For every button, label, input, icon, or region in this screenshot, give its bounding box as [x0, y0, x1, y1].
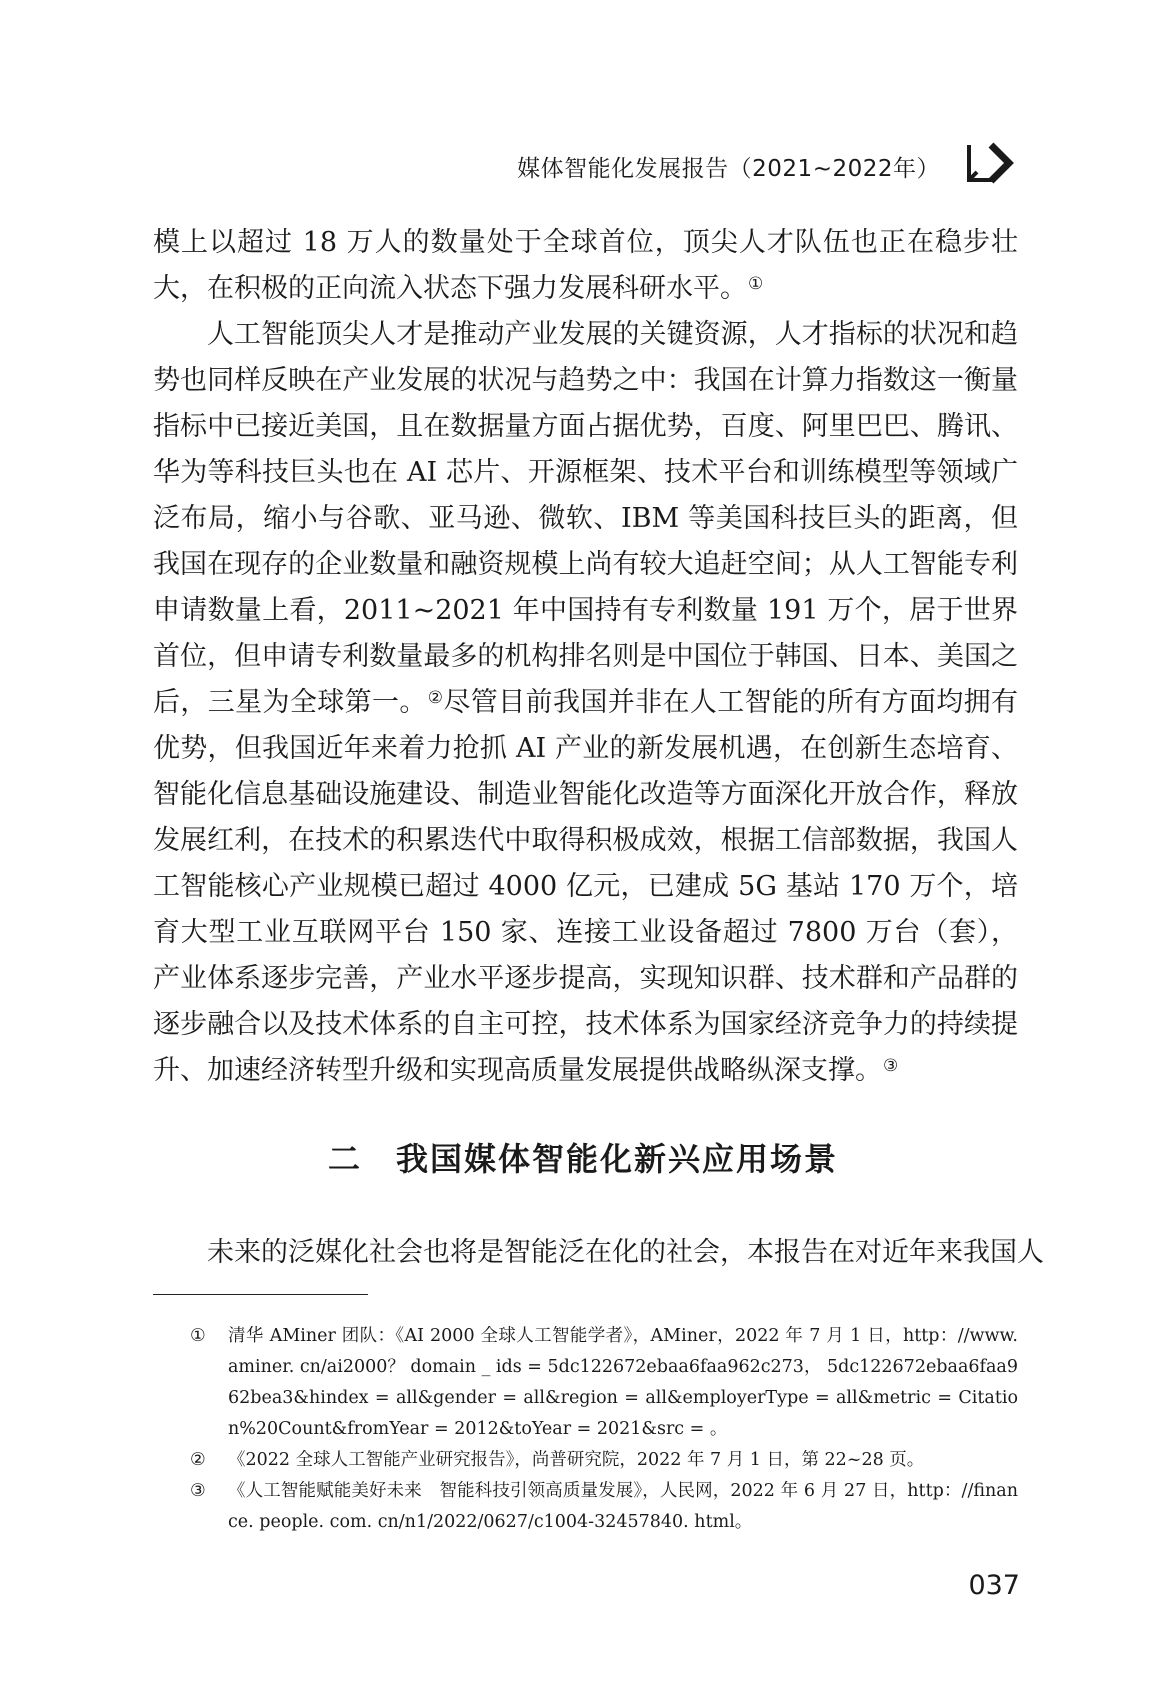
footnote [190, 1321, 1018, 1445]
intro-paragraph: 未来的泛媒化社会也将是智能泛在化的社会，本报告在对近年来我国人 [207, 1237, 1044, 1268]
paragraph-text: 尽管目前我国并非在人工智能的所有方面均拥有优势，但我国近年来着力抢抓 AI 产业的新发展机遇，在创新生态培育、智能化信息基础设施建设、制造业智能化改造等方面深化开放合作，释放发展红利，在技术的积累迭代中取得积极成效，根据工信部数据，我国人工智能核心产业规模已超过 4000 亿元，已建成 5G 基站 170 万个，培育大型工业互联网平台 150 家、连接工业设备超过 7800 万台（套），产业体系逐步完善，产业水平逐步提高，实现知识群、技术群和产品群的逐步融合以及技术体系的自主可控，技术体系为国家经济竞争力的持续提升、加速经济转型升级和实现高质量发展提供战略纵深支撑。 [153, 687, 1019, 1086]
footnote-divider [153, 1294, 368, 1295]
paragraph-text: 模上以超过 18 万人的数量处于全球首位，顶尖人才队伍也正在稳步壮大，在积极的正向流入状态下强力发展科研水平。 [153, 227, 1018, 304]
footnote-ref: ① [748, 274, 764, 294]
paragraph [153, 220, 1018, 312]
book-arrow-icon [965, 140, 1025, 186]
footnote-text: 《人工智能赋能美好未来 智能科技引领高质量发展》，人民网，2022 年 6 月 27 日，http：//finance. people. com. cn/n1/2022/0627/c1004-32457840. html。 [228, 1481, 1018, 1532]
footnote-mark: ③ [190, 1481, 206, 1501]
footnote [190, 1476, 1018, 1538]
running-header: 媒体智能化发展报告（2021~2022年） [517, 156, 940, 182]
footnotes [190, 1321, 1018, 1538]
body-text [153, 220, 1018, 1094]
footnote [190, 1445, 1018, 1476]
paragraph-text: 人工智能顶尖人才是推动产业发展的关键资源，人才指标的状况和趋势也同样反映在产业发展的状况与趋势之中：我国在计算力指数这一衡量指标中已接近美国，且在数据量方面占据优势，百度、阿里巴巴、腾讯、华为等科技巨头也在 AI 芯片、开源框架、技术平台和训练模型等领域广泛布局，缩小与谷歌、亚马逊、微软、IBM 等美国科技巨头的距离，但我国在现存的企业数量和融资规模上尚有较大追赶空间；从人工智能专利申请数量上看，2011~2021 年中国持有专利数量 191 万个，居于世界首位，但申请专利数量最多的机构排名则是中国位于韩国、日本、美国之后，三星为全球第一。 [153, 319, 1018, 718]
footnote-mark: ② [190, 1450, 206, 1470]
footnote-text: 清华 AMiner 团队：《AI 2000 全球人工智能学者》，AMiner，2022 年 7 月 1 日，http：//www. aminer. cn/ai2000？ domain _ ids = 5dc122672ebaa6faa962c273， 5dc122672ebaa6faa962bea3&hindex = all&gender = all&region = all&employerType = all&metric = Citation%20Count&fromYear = 2012&toYear = 2021&src = 。 [228, 1326, 1018, 1439]
footnote-ref: ③ [883, 1056, 899, 1076]
section-title: 我国媒体智能化新兴应用场景 [396, 1140, 839, 1178]
page-number: 037 [968, 1570, 1020, 1601]
section-heading [0, 1134, 1166, 1180]
footnote-mark: ① [190, 1326, 206, 1346]
footnote-text: 《2022 全球人工智能产业研究报告》，尚普研究院，2022 年 7 月 1 日，第 22~28 页。 [228, 1450, 925, 1470]
footnote-ref: ② [427, 688, 444, 708]
paragraph [153, 312, 1018, 1094]
section-number: 二 [327, 1140, 362, 1178]
